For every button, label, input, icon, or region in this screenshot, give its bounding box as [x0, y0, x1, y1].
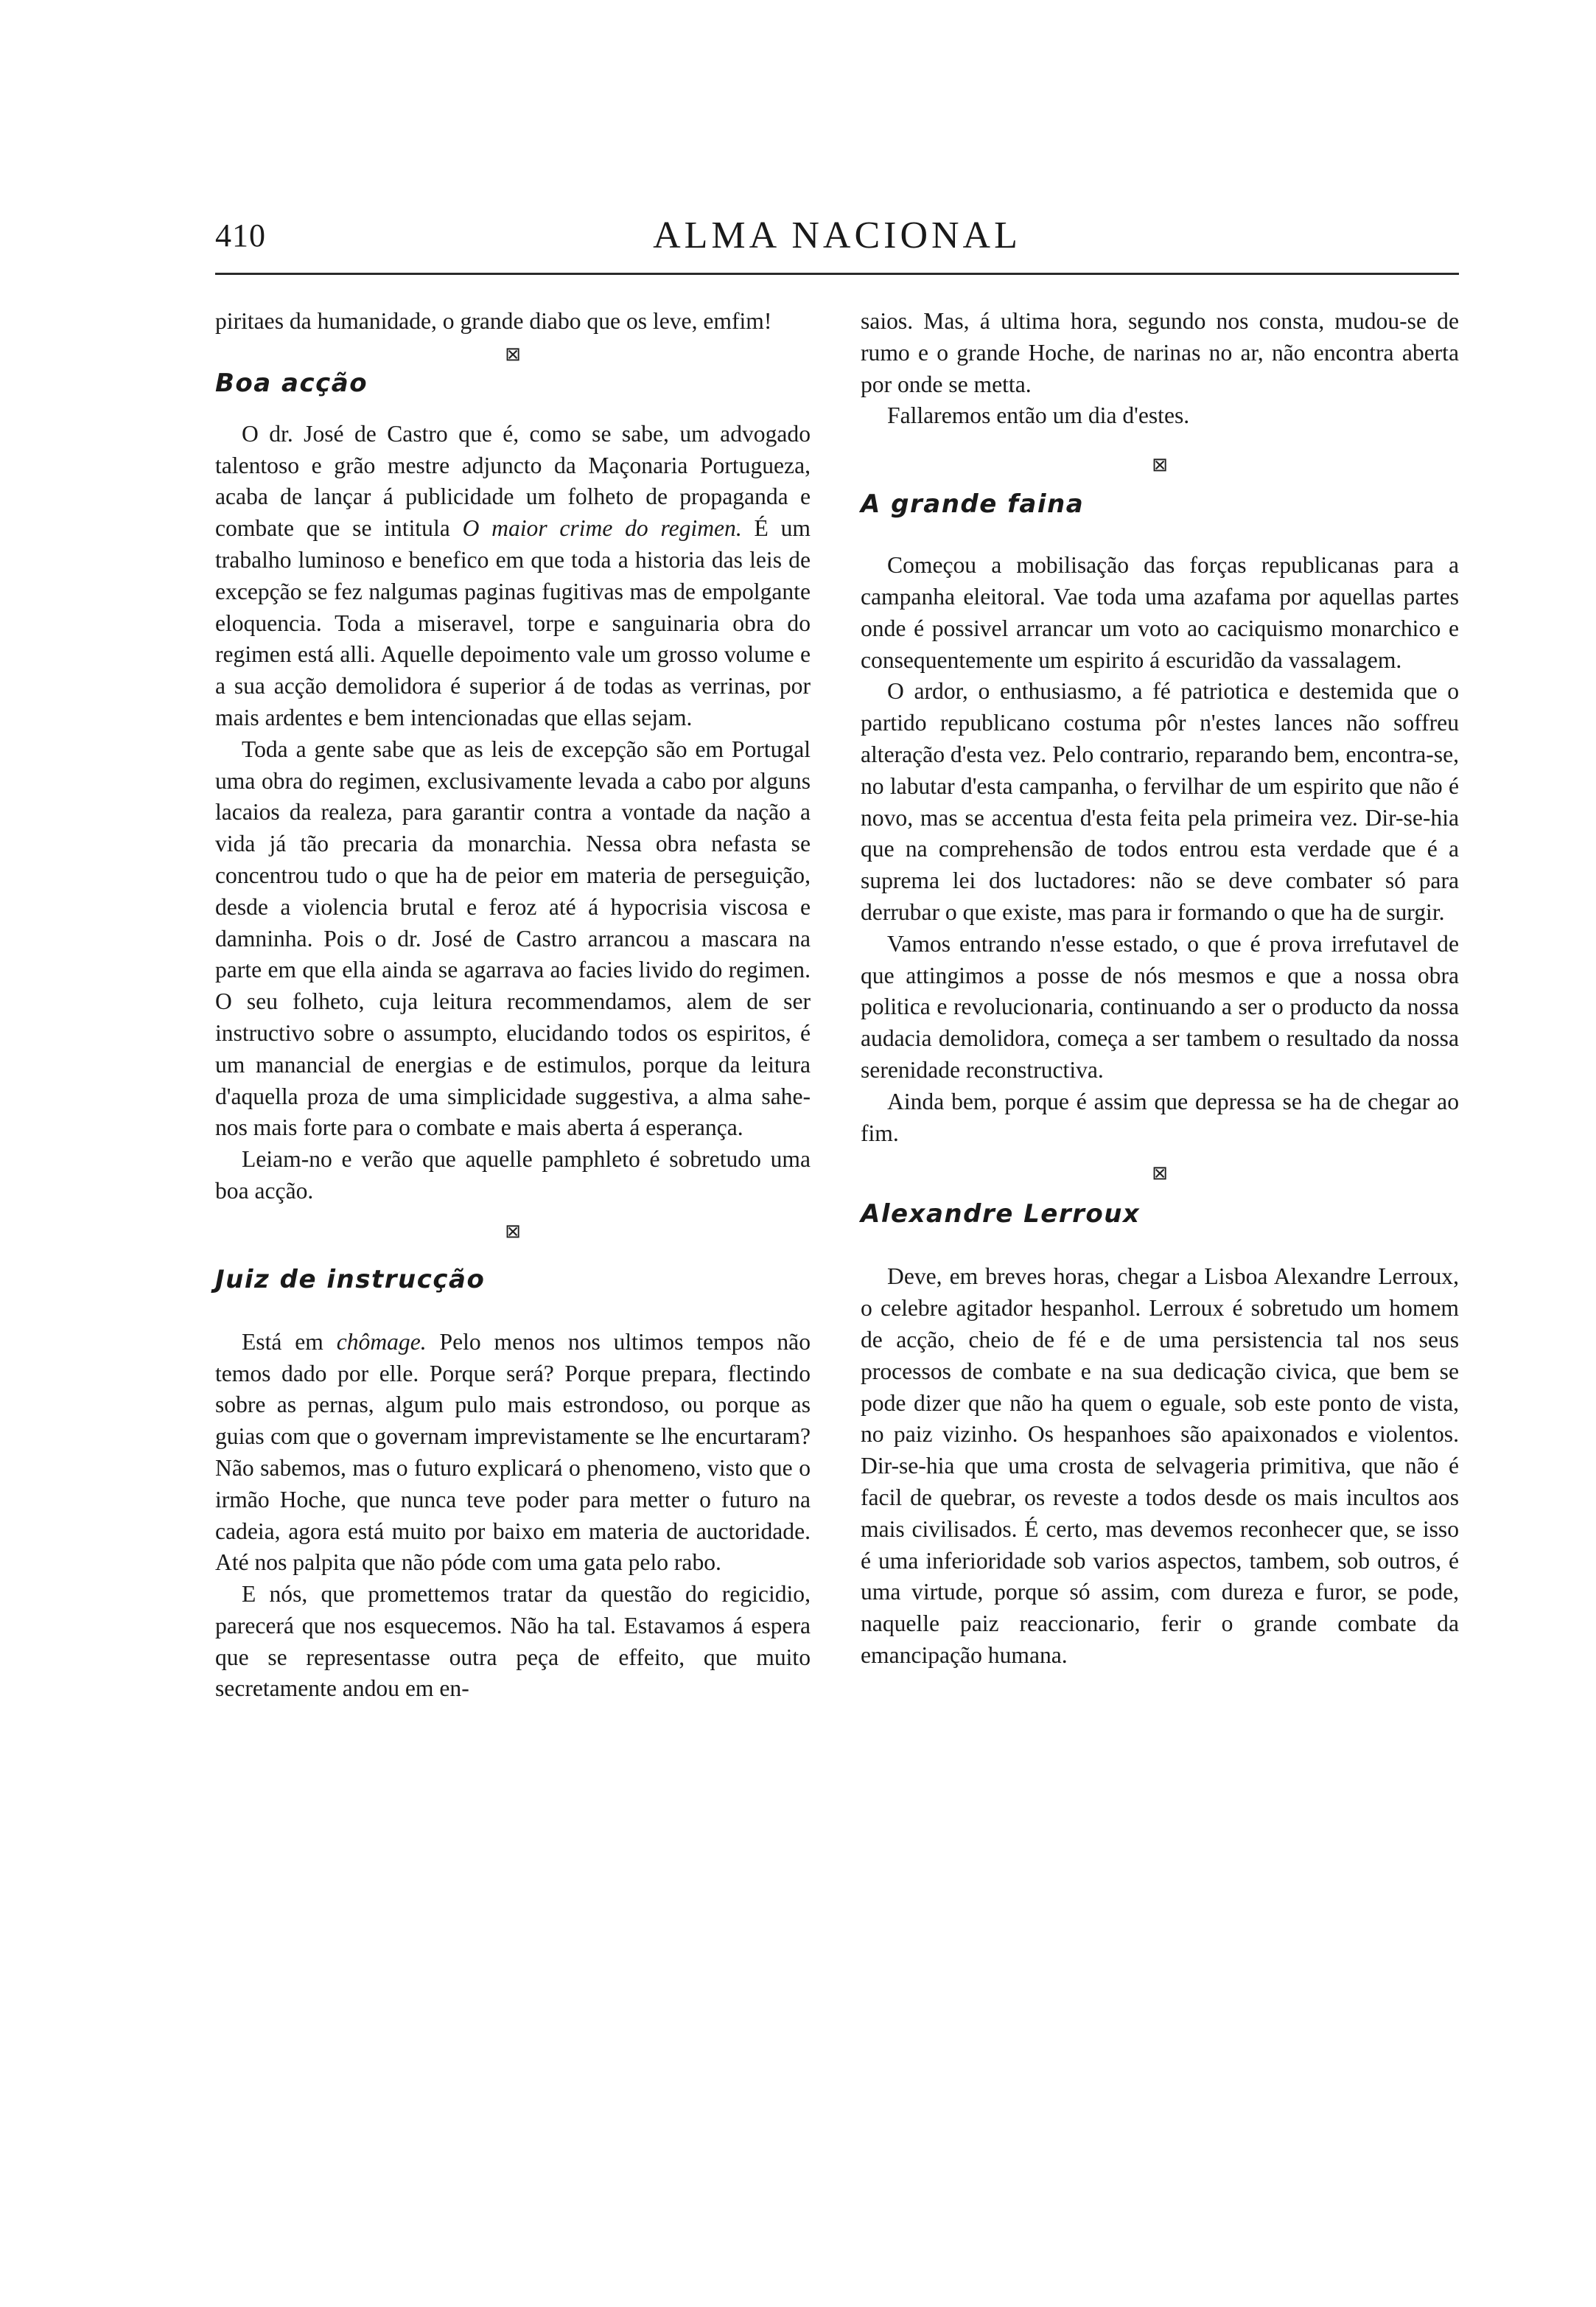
- paragraph: Deve, em breves horas, chegar a Lisboa Alexandre Lerroux, o celebre agitador hespanhol. Lerroux é sobretudo um homem de acção, cheio de fé e de uma persistencia tal nos seus processos de combate e na sua dedicação civica, que bem se pode dizer que não ha quem o eguale, sob este ponto de vista, no paiz vizinho. Os hespanhoes são apaixonados e violentos. Dir-se-hia que uma crosta de selvageria primitiva, que não é facil de quebrar, os reveste a todos desde os mais incultos aos mais civilisados. É certo, mas devemos reconhecer que, se isso é uma inferioridade sob varios aspectos, tambem, sob outros, é uma virtude, porque só assim, com dureza e furor, se pode, naquelle paiz reaccionario, ferir o grande combate da emancipação humana.: [861, 1263, 1459, 1668]
- paragraph: saios. Mas, á ultima hora, segundo nos consta, mudou-se de rumo e o grande Hoche, de narinas no ar, não encontra aberta por onde se metta.: [861, 308, 1459, 397]
- right-column: [861, 306, 1459, 1672]
- page-number: 410: [215, 217, 266, 254]
- paragraph: piritaes da humanidade, o grande diabo que os leve, emfim!: [215, 308, 772, 334]
- paragraph: Toda a gente sabe que as leis de excepção são em Portugal uma obra do regimen, exclusivamente levada a cabo por alguns lacaios da realeza, para garantir contra a vontade da nação a vida já tão precaria da monarchia. Nessa obra nefasta se concentrou tudo o que ha de peior em materia de perseguição, desde a violencia brutal e feroz até á hypocrisia viscosa e damninha. Pois o dr. José de Castro arrancou a mascara na parte em que ella ainda se agarrava ao facies livido do regimen. O seu folheto, cuja leitura recommendamos, alem de ser instructivo sobre o assumpto, elucidando todos os espiritos, é um manancial de energias e de estimulos, porque da leitura d'aquella proza de uma simplicidade suggestiva, a alma sahe-nos mais forte para o combate e mais aberta á esperança.: [215, 736, 811, 1141]
- section-ornament-icon: ⊠: [505, 1220, 521, 1243]
- section-ornament-icon: ⊠: [505, 343, 521, 366]
- booklet-title: O maior crime do regimen.: [462, 515, 742, 542]
- paragraph: O dr. José de Castro que é, como se sabe, um advogado talentoso e grão mestre adjuncto da Maçonaria Portugueza, acaba de lançar á publicidade um folheto de propaganda e combate que se intitula O maior crime do regimen. É um trabalho luminoso e benefico em que toda a historia das leis de excepção se fez nalgumas paginas fugitivas mas de empolgante eloquencia. Toda a miseravel, torpe e sanguinaria obra do regimen está alli. Aquelle depoimento vale um grosso volume e a sua acção demolidora é superior á de todas as verrinas, por mais ardentes e bem intencionadas que ellas sejam.: [215, 420, 811, 730]
- section-ornament-icon: ⊠: [1152, 454, 1168, 477]
- page-header: [215, 214, 1459, 275]
- paragraph: Está em chômage. Pelo menos nos ultimos tempos não temos dado por elle. Porque será? Porque prepara, flectindo sobre as pernas, algum pulo mais estrondoso, ou porque as guias com que o governam imprevistamente se lhe encurtaram? Não sabemos, mas o futuro explicará o phenomeno, visto que o irmão Hoche, que nunca teve poder para metter o futuro na cadeia, agora está muito por baixo em materia de auctoridade. Até nos palpita que não póde com uma gata pelo rabo.: [215, 1328, 811, 1576]
- paragraph: Ainda bem, porque é assim que depressa se ha de chegar ao fim.: [861, 1088, 1459, 1146]
- section-title-alexandre-lerroux: Alexandre Lerroux: [861, 1199, 1141, 1229]
- section-title-a-grande-faina: A grande faina: [861, 489, 1085, 520]
- paragraph: Fallaremos então um dia d'estes.: [887, 402, 1190, 429]
- paragraph: Leiam-no e verão que aquelle pamphleto é sobretudo uma boa acção.: [215, 1146, 811, 1204]
- paragraph: Começou a mobilisação das forças republicanas para a campanha eleitoral. Vae toda uma azafama por aquellas partes onde é possivel arrancar um voto ao caciquismo monarchico e consequentemente um espirito á escuridão da vassalagem.: [861, 552, 1459, 673]
- paragraph: E nós, que promettemos tratar da questão do regicidio, parecerá que nos esquecemos. Não ha tal. Estavamos á espera que se representasse outra peça de effeito, que muito secretamente andou em en-: [215, 1581, 811, 1702]
- section-ornament-icon: ⊠: [1152, 1162, 1168, 1185]
- paragraph: Vamos entrando n'esse estado, o que é prova irrefutavel de que attingimos a posse de nós mesmos e que a nossa obra politica e revolucionaria, continuando a ser o producto da nossa audacia demolidora, começa a ser tambem o resultado da nossa serenidade reconstructiva.: [861, 930, 1459, 1083]
- paragraph: O ardor, o enthusiasmo, a fé patriotica e destemida que o partido republicano costuma pôr n'estes lances não soffreu alteração d'esta vez. Pelo contrario, reparando bem, encontra-se, no labutar d'esta campanha, o fervilhar de um espirito que não é novo, mas se accentua d'esta feita pela primeira vez. Dir-se-hia que na comprehensão de todos entrou esta verdade que é a suprema lei dos luctadores: não se deve combater só para derrubar o que existe, mas para ir formando o que ha de surgir.: [861, 678, 1459, 925]
- running-title: ALMA NACIONAL: [653, 214, 1021, 256]
- left-column: [215, 306, 811, 1705]
- section-title-boa-accao: Boa acção: [215, 368, 368, 398]
- section-title-juiz-de-instruccao: Juiz de instrucção: [215, 1264, 486, 1294]
